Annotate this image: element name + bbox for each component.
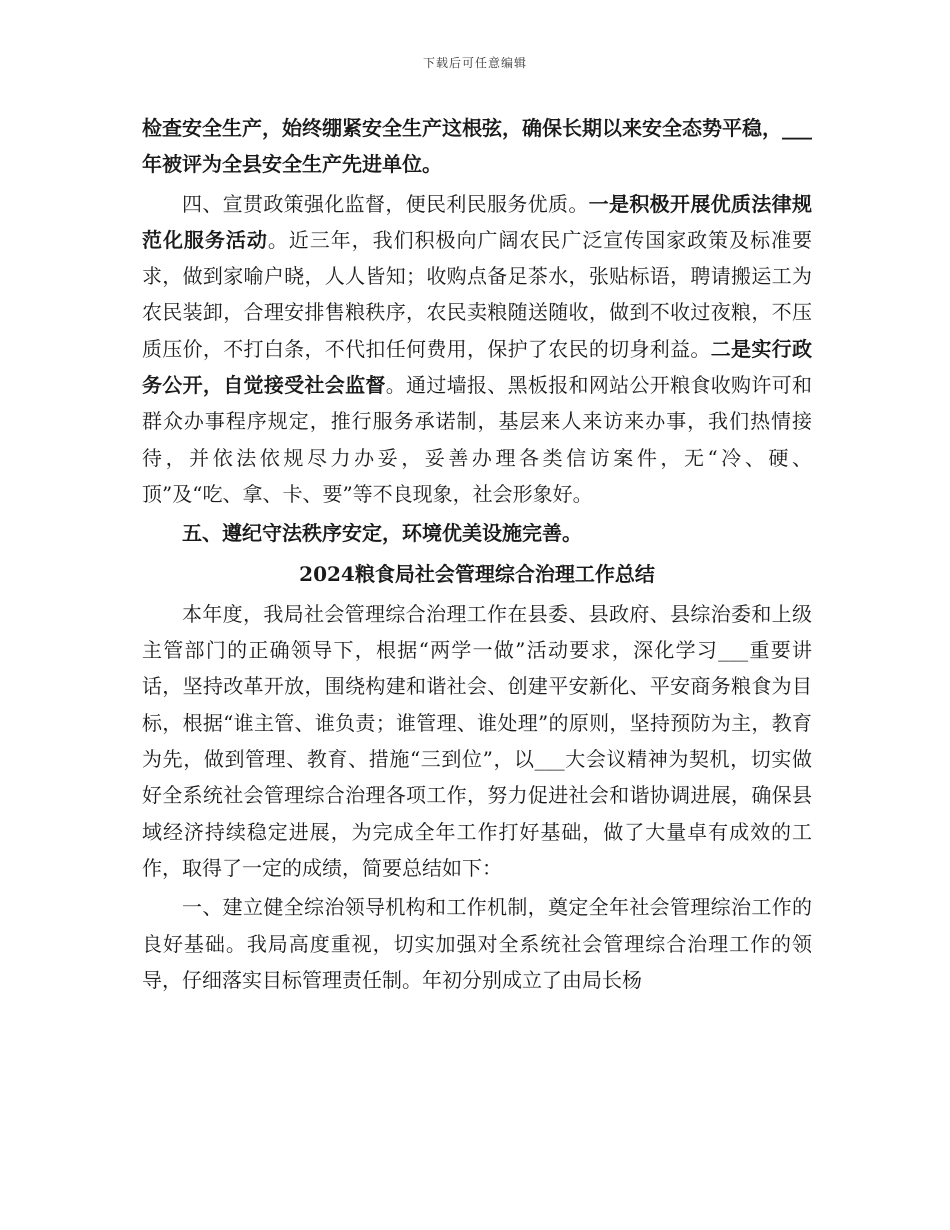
- section-four-body-one: 。近三年，我们积极向广阔农民广泛宣传国家政策及标准要求，做到家喻户晓，人人皆知；收购点备足茶水，张贴标语，聘请搬运工为农民装卸，合理安排售粮秩序，农民卖粮随送随收，做到不收过夜粮，不压质压价，不打白条，不代扣任何费用，保护了农民的切身利益。: [142, 227, 813, 361]
- document-body: [142, 110, 812, 998]
- section-four-body-two: 。通过墙报、黑板报和网站公开粮食收购许可和群众办事程序规定，推行服务承诺制，基层来人来访来办事，我们热情接待，并依法依规尽力办妥，妥善办理各类信访案件，无“冷、硬、顶”及“吃、拿、卡、要”等不良现象，社会形象好。: [142, 373, 812, 506]
- paragraph-section-four: [142, 186, 812, 513]
- paragraph-section-five: 五、遵纪守法秩序安定，环境优美设施完善。: [182, 521, 582, 546]
- page-header: 下载后可任意编辑: [422, 56, 527, 70]
- paragraph-section-one: 一、建立健全综治领导机构和工作机制，奠定全年社会管理综治工作的良好基础。我局高度重视，切实加强对全系统社会管理综合治理工作的领导，仔细落实目标管理责任制。年初分别成立了由局长杨: [142, 895, 812, 992]
- paragraph-summary-intro: 本年度，我局社会管理综合治理工作在县委、县政府、县综治委和上级主管部门的正确领导下，根据“两学一做”活动要求，深化学习___重要讲话，坚持改革开放，围绕构建和谐社会、创建平安新化、平安商务粮食为目标，根据“谁主管、谁负责；谁管理、谁处理”的原则，坚持预防为主，教育为先，做到管理、教育、措施“三到位”，以___大会议精神为契机，切实做好全系统社会管理综合治理各项工作，努力促进社会和谐协调进展，确保县域经济持续稳定进展，为完成全年工作打好基础，做了大量卓有成效的工作，取得了一定的成绩，简要总结如下：: [142, 601, 812, 880]
- section-four-point-one: 一是积极开展优质法律规范化服务活动: [142, 191, 813, 252]
- section-four-heading: 四、宣贯政策强化监督，便民利民服务优质。: [182, 191, 589, 216]
- document-title: 2024粮食局社会管理综合治理工作总结: [299, 561, 655, 586]
- section-four-point-two: 二是实行政务公开，自觉接受社会监督: [142, 336, 812, 398]
- paragraph-safety-production: 检查安全生产，始终绷紧安全生产这根弦，确保长期以来安全态势平稳，___年被评为全县安全生产先进单位。: [142, 116, 812, 177]
